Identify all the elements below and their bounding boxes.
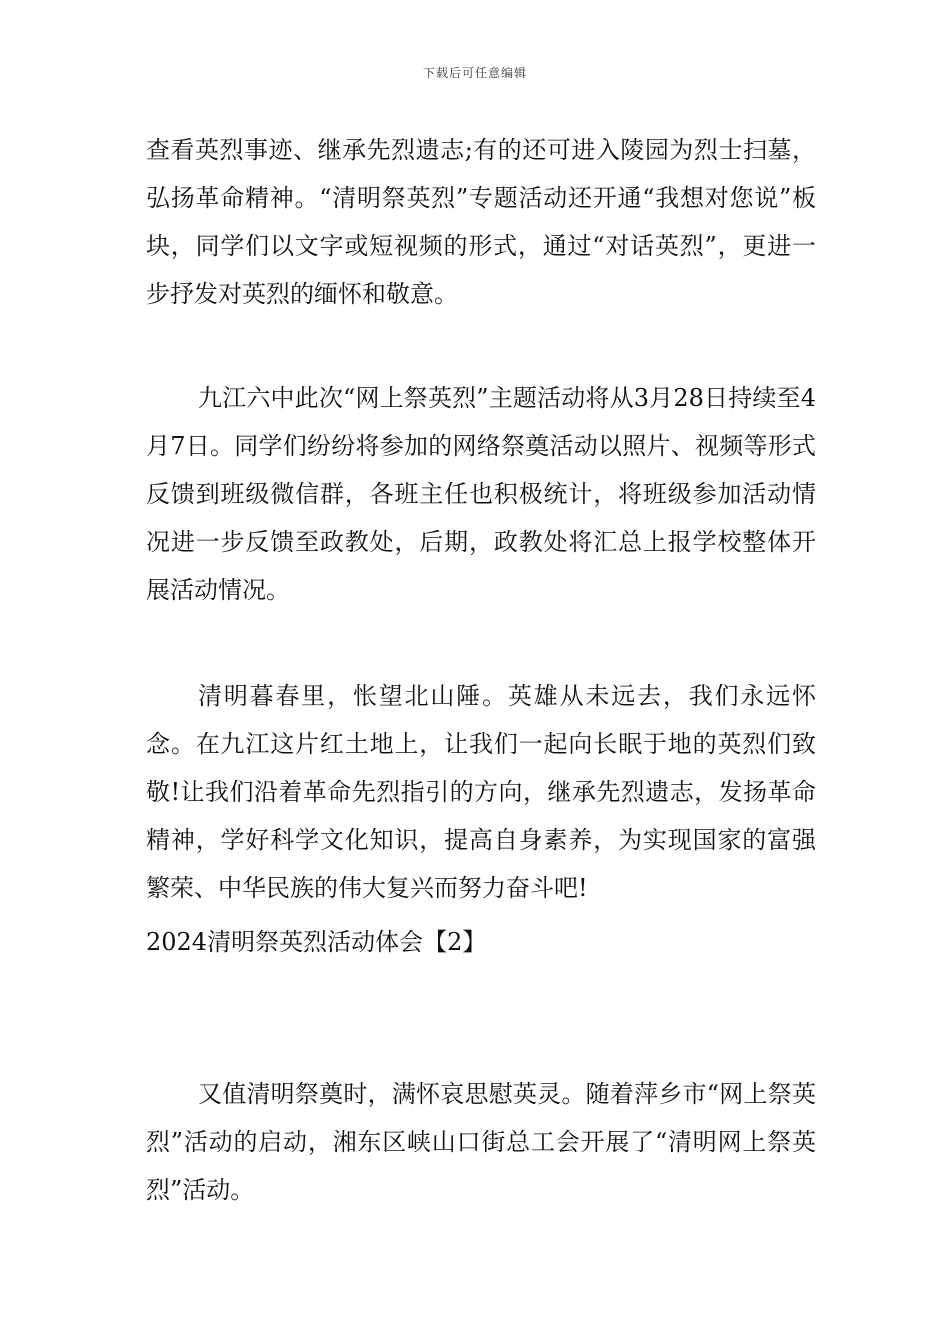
section-heading: 2024清明祭英烈活动体会【2】 — [146, 928, 487, 956]
paragraph-2: 九江六中此次“网上祭英烈”主题活动将从3月28日持续至4月7日。同学们纷纷将参加的网络祭奠活动以照片、视频等形式反馈到班级微信群，各班主任也积极统计，将班级参加活动情况进一步反馈至政教处，后期，政教处将汇总上报学校整体开展活动情况。 — [146, 384, 816, 604]
paragraph-1: 查看英烈事迹、继承先烈遗志;有的还可进入陵园为烈士扫墓，弘扬革命精神。“清明祭英烈”专题活动还开通“我想对您说”板块，同学们以文字或短视频的形式，通过“对话英烈”，更进一步抒发对英烈的缅怀和敬意。 — [146, 136, 816, 308]
paragraph-3: 清明暮春里，怅望北山陲。英雄从未远去，我们永远怀念。在九江这片红土地上，让我们一起向长眠于地的英烈们致敬!让我们沿着革命先烈指引的方向，继承先烈遗志，发扬革命精神，学好科学文化知识，提高自身素养，为实现国家的富强繁荣、中华民族的伟大复兴而努力奋斗吧! — [146, 682, 816, 902]
page-header-note: 下载后可任意编辑 — [422, 66, 527, 80]
paragraph-4: 又值清明祭奠时，满怀哀思慰英灵。随着萍乡市“网上祭英烈”活动的启动，湘东区峡山口街总工会开展了“清明网上祭英烈”活动。 — [146, 1080, 816, 1204]
